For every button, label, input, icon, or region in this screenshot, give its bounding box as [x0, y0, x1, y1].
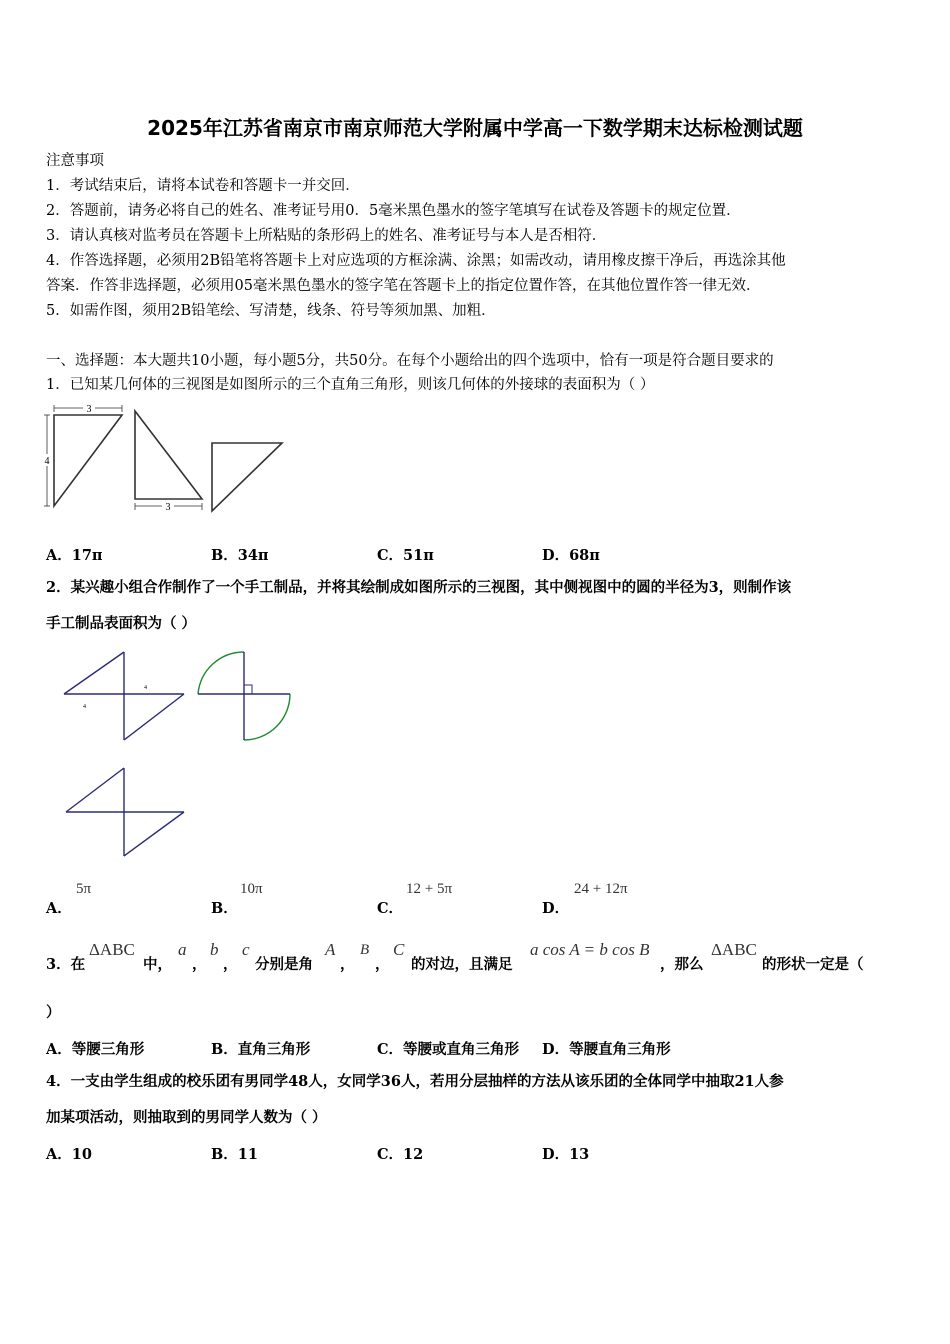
page-title: 2025年江苏省南京市南京师范大学附属中学高一下数学期末达标检测试题: [147, 116, 803, 140]
q1-option-a[interactable]: A．17π: [46, 547, 103, 564]
question-4-text-line2: 加某项活动，则抽取到的男同学人数为（ ）: [46, 1109, 327, 1126]
q1-top-view-triangle: [212, 443, 282, 511]
q1-option-d[interactable]: D．68π: [542, 547, 600, 564]
q3-option-d[interactable]: D．等腰直角三角形: [542, 1041, 671, 1058]
q1-dimension-bottom: 3: [165, 502, 171, 513]
question-4-text-line1: 4．一支由学生组成的校乐团有男同学48人，女同学36人，若用分层抽样的方法从该乐团的全体同学中抽取21人参: [46, 1073, 784, 1090]
q2-option-c-label[interactable]: C．: [377, 900, 404, 917]
q2-option-d-value[interactable]: 24 + 12π: [574, 881, 628, 897]
q1-dimension-left: 4: [44, 456, 50, 467]
q3-option-c[interactable]: C．等腰或直角三角形: [377, 1041, 520, 1058]
q2-front-view: [64, 652, 184, 740]
q4-option-d[interactable]: D．13: [542, 1146, 590, 1163]
q4-option-b[interactable]: B．11: [211, 1146, 258, 1163]
q3-text: 的对边，且满足: [411, 956, 513, 973]
notice-item: 2．答题前，请务必将自己的姓名、准考证号用0．5毫米黑色墨水的签字笔填写在试卷及答题卡的规定位置．: [46, 203, 741, 219]
q1-front-view-triangle: [54, 415, 122, 506]
q3-option-a[interactable]: A．等腰三角形: [46, 1041, 145, 1058]
q1-option-c[interactable]: C．51π: [377, 547, 434, 564]
q1-three-view-figure: [40, 403, 290, 518]
q3-angle-a: A: [325, 940, 336, 959]
q3-comma: ，: [223, 956, 238, 973]
notice-heading: 注意事项: [46, 153, 104, 169]
q2-option-c-value[interactable]: 12 + 5π: [406, 881, 453, 897]
q1-option-b[interactable]: B．34π: [211, 547, 269, 564]
q1-dimension-top: 3: [86, 404, 92, 415]
q3-angle-b: B: [360, 942, 370, 958]
notice-item: 5．如需作图，须用2B铅笔绘、写清楚，线条、符号等须加黑、加粗．: [46, 303, 496, 319]
q2-option-a-value[interactable]: 5π: [76, 881, 92, 897]
q3-var-b: b: [210, 940, 219, 959]
q3-close-paren: ）: [46, 1004, 61, 1021]
question-1-text: 1．已知某几何体的三视图是如图所示的三个直角三角形，则该几何体的外接球的表面积为（ ）: [46, 377, 655, 393]
q3-angle-c: C: [393, 940, 405, 959]
q3-triangle-1: ΔABC: [89, 940, 135, 959]
notice-item: 3．请认真核对监考员在答题卡上所粘贴的条形码上的姓名、准考证号与本人是否相符．: [46, 228, 607, 244]
q3-triangle-2: ΔABC: [711, 940, 757, 959]
q3-comma: ，: [340, 956, 355, 973]
q4-option-c[interactable]: C．12: [377, 1146, 424, 1163]
notice-item: 4．作答选择题，必须用2B铅笔将答题卡上对应选项的方框涂满、涂黑；如需改动，请用橡皮擦干净后，再选涂其他: [46, 253, 786, 269]
q3-equation: a cos A = b cos B: [530, 940, 650, 959]
q3-text: 中，: [143, 956, 172, 973]
q3-option-b[interactable]: B．直角三角形: [211, 1041, 311, 1058]
q2-dimension-b: 4: [83, 704, 86, 710]
q3-var-c: c: [242, 940, 250, 959]
question-2-text-line2: 手工制品表面积为（ ）: [46, 615, 197, 632]
q2-option-b-label[interactable]: B．: [211, 900, 238, 917]
section-heading: 一、选择题：本大题共10小题，每小题5分，共50分。在每个小题给出的四个选项中，恰有一项是符合题目要求的: [46, 353, 774, 369]
q3-text: 分别是角: [255, 956, 313, 973]
notice-item: 答案．作答非选择题，必须用05毫米黑色墨水的签字笔在答题卡上的指定位置作答，在其他位置作答一律无效．: [46, 278, 761, 294]
q3-comma: ，: [375, 956, 390, 973]
q4-option-a[interactable]: A．10: [46, 1146, 92, 1163]
q3-var-a: a: [178, 940, 187, 959]
q1-side-view-triangle: [135, 411, 202, 499]
q3-comma: ，: [192, 956, 207, 973]
q3-text: 的形状一定是（: [762, 956, 864, 973]
q2-side-view: [198, 652, 290, 740]
question-2-text-line1: 2．某兴趣小组合作制作了一个手工制品，并将其绘制成如图所示的三视图，其中侧视图中的圆的半径为3，则制作该: [46, 579, 792, 596]
q3-text: ，那么: [660, 956, 704, 973]
q2-option-a-label[interactable]: A．: [46, 900, 72, 917]
q2-dimension-a: 4: [144, 685, 147, 691]
q3-num: 3．在: [46, 956, 86, 973]
q2-option-d-label[interactable]: D．: [542, 900, 570, 917]
q2-option-b-value[interactable]: 10π: [240, 881, 263, 897]
q2-top-view: [66, 768, 184, 856]
notice-item: 1．考试结束后，请将本试卷和答题卡一并交回．: [46, 178, 360, 194]
q2-three-view-figure: [60, 648, 300, 863]
